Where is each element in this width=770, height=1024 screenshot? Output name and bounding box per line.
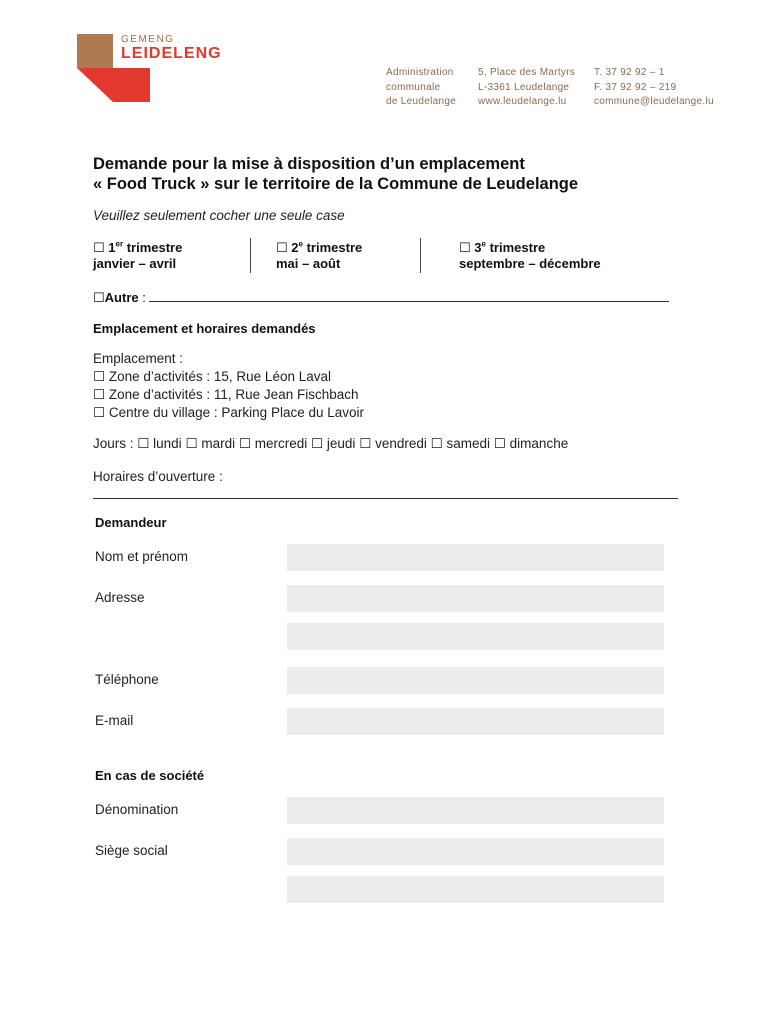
day-option[interactable]: samedi — [446, 436, 491, 451]
logo-brand-small: GEMENG — [121, 34, 175, 45]
instruction-text: Veuillez seulement cocher une seule case — [93, 208, 345, 223]
checkbox-icon[interactable]: ☐ — [238, 436, 251, 451]
siege-social-label: Siège social — [95, 843, 168, 858]
contact-email[interactable]: commune@leudelange.lu — [594, 96, 714, 107]
emplacement-option[interactable]: ☐ Centre du village : Parking Place du Lavoir — [93, 405, 364, 420]
checkbox-icon[interactable]: ☐ — [185, 436, 198, 451]
emplacement-block — [93, 350, 364, 422]
emplacement-option[interactable]: ☐ Zone d’activités : 15, Rue Léon Laval — [93, 369, 331, 384]
quarter-months: mai – août — [276, 256, 341, 271]
contact-telephone: T. 37 92 92 – 1 — [594, 67, 665, 78]
day-option[interactable]: jeudi — [326, 436, 356, 451]
divider — [420, 238, 421, 273]
quarter-suffix: e — [481, 239, 486, 249]
siege-social-field-line-1[interactable] — [287, 838, 664, 865]
quarter-label: trimestre — [489, 240, 546, 255]
jours-label: Jours : — [93, 436, 134, 451]
logo-brand-name: LEIDELENG — [121, 45, 222, 62]
horaires-label: Horaires d’ouverture : — [93, 469, 223, 484]
emplacement-option[interactable]: ☐ Zone d’activités : 11, Rue Jean Fischbach — [93, 387, 359, 402]
checkbox-icon[interactable]: ☐ — [93, 240, 105, 255]
autre-option[interactable] — [93, 289, 669, 306]
contact-address-line: L-3361 Leudelange — [478, 81, 570, 93]
contact-address-line: 5, Place des Martyrs — [478, 67, 576, 78]
checkbox-icon[interactable]: ☐ — [276, 240, 288, 255]
divider — [250, 238, 251, 273]
autre-fill-line[interactable] — [149, 289, 669, 302]
title-line-1: Demande pour la mise à disposition d’un emplacement — [93, 155, 525, 173]
day-option[interactable]: vendredi — [375, 436, 427, 451]
contact-admin-line: communale — [386, 81, 441, 93]
nom-field[interactable] — [287, 544, 664, 571]
logo-red-shape — [77, 68, 150, 102]
quarter-months: janvier – avril — [93, 256, 177, 271]
contact-phone — [594, 66, 714, 110]
emplacement-label: Emplacement : — [93, 351, 184, 366]
checkbox-icon[interactable]: ☐ — [459, 240, 471, 255]
section-title-demandeur: Demandeur — [95, 515, 167, 530]
adresse-field-line-2[interactable] — [287, 623, 664, 650]
page-title — [93, 154, 713, 194]
jours-row — [93, 436, 568, 452]
quarter-3-option[interactable] — [459, 240, 601, 272]
section-title-societe: En cas de société — [95, 768, 205, 783]
denomination-label: Dénomination — [95, 802, 179, 817]
quarter-label: trimestre — [126, 240, 183, 255]
section-title-emplacement: Emplacement et horaires demandés — [93, 321, 316, 336]
day-option[interactable]: lundi — [153, 436, 182, 451]
quarter-months: septembre – décembre — [459, 256, 601, 271]
autre-label: Autre — [104, 290, 139, 305]
quarter-number: 3 — [474, 240, 482, 255]
quarter-suffix: e — [298, 239, 303, 249]
quarter-suffix: er — [115, 239, 124, 249]
adresse-label: Adresse — [95, 590, 145, 605]
telephone-field[interactable] — [287, 667, 664, 694]
checkbox-icon[interactable]: ☐ — [93, 290, 105, 305]
email-label: E-mail — [95, 713, 134, 728]
adresse-field-line-1[interactable] — [287, 585, 664, 612]
contact-admin — [386, 66, 456, 110]
nom-label: Nom et prénom — [95, 549, 189, 564]
autre-colon: : — [138, 290, 150, 305]
logo-gold-block — [77, 34, 113, 68]
checkbox-icon[interactable]: ☐ — [493, 436, 506, 451]
checkbox-icon[interactable]: ☐ — [430, 436, 443, 451]
horaires-fill-line[interactable] — [93, 498, 678, 499]
quarter-number: 2 — [291, 240, 299, 255]
day-option[interactable]: mercredi — [254, 436, 308, 451]
day-option[interactable]: dimanche — [509, 436, 569, 451]
day-option[interactable]: mardi — [201, 436, 236, 451]
checkbox-icon[interactable]: ☐ — [311, 436, 324, 451]
quarter-1-option[interactable] — [93, 240, 182, 272]
checkbox-icon[interactable]: ☐ — [359, 436, 372, 451]
contact-address — [478, 66, 575, 110]
quarter-label: trimestre — [306, 240, 363, 255]
email-field[interactable] — [287, 708, 664, 735]
contact-website[interactable]: www.leudelange.lu — [478, 96, 567, 107]
title-line-2: « Food Truck » sur le territoire de la Commune de Leudelange — [93, 175, 579, 193]
siege-social-field-line-2[interactable] — [287, 876, 664, 903]
denomination-field[interactable] — [287, 797, 664, 824]
quarter-2-option[interactable] — [276, 240, 362, 272]
checkbox-icon[interactable]: ☐ — [137, 436, 150, 451]
contact-admin-line: de Leudelange — [386, 96, 457, 107]
quarter-number: 1 — [108, 240, 116, 255]
contact-admin-line: Administration — [386, 67, 454, 78]
contact-fax: F. 37 92 92 – 219 — [594, 81, 677, 93]
telephone-label: Téléphone — [95, 672, 159, 687]
